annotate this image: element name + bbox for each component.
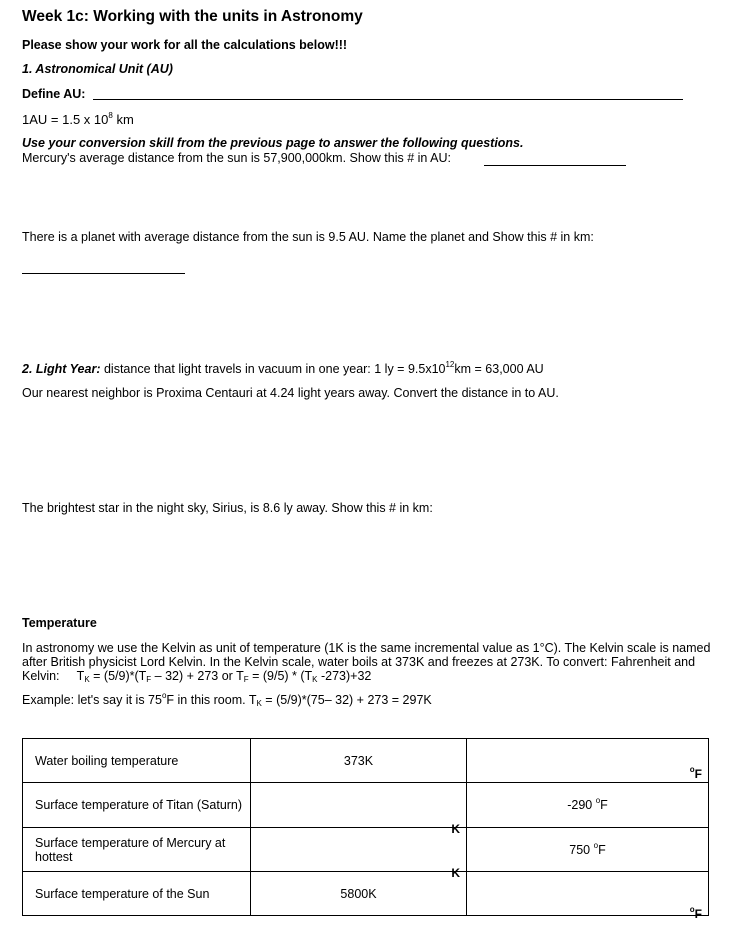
section-au-heading: 1. Astronomical Unit (AU) bbox=[22, 62, 173, 76]
fahrenheit-cell[interactable] bbox=[467, 872, 709, 921]
conversion-prompt: Use your conversion skill from the previous page to answer the following questions. bbox=[22, 136, 524, 150]
row-label: Surface temperature of the Sun bbox=[23, 872, 251, 916]
formula-f-to-k: $T_K = (5/9)*(T_F - 32) + 273$ or $T_F = (9/5) * (T_K$ -273)+32 bbox=[76, 669, 372, 684]
mercury-answer-line[interactable] bbox=[484, 165, 626, 166]
kelvin-cell: 373K bbox=[251, 739, 467, 783]
fahrenheit-cell: 750 $^o$F bbox=[467, 828, 709, 872]
fahrenheit-unit: $^o$F bbox=[689, 764, 702, 781]
fahrenheit-unit: $^o$F bbox=[689, 904, 702, 921]
au-definition: 1AU = 1.5 x $10^8$ km bbox=[22, 111, 134, 127]
instructions: Please show your work for all the calculations below!!! bbox=[22, 38, 348, 52]
row-label: Water boiling temperature bbox=[23, 739, 251, 783]
fahrenheit-cell: -290 $^o$F bbox=[467, 783, 709, 828]
row-label: Surface temperature of Mercury at hottest bbox=[23, 828, 251, 872]
temperature-heading: Temperature bbox=[22, 616, 97, 630]
fahrenheit-cell[interactable] bbox=[467, 739, 709, 783]
light-year-definition: 2. Light Year: distance that light travels in vacuum in one year: 1 ly = $9.5x10^{12}km = 63,000$ AU bbox=[22, 360, 544, 376]
define-au-label: Define AU: bbox=[22, 87, 86, 101]
temperature-table bbox=[22, 738, 709, 921]
question-proxima: Our nearest neighbor is Proxima Centauri at 4.24 light years away. Convert the distance in to AU. bbox=[22, 386, 559, 400]
table-row bbox=[23, 739, 709, 783]
question-planet: There is a planet with average distance from the sun is 9.5 AU. Name the planet and Show this # in km: bbox=[22, 230, 594, 244]
planet-answer-line[interactable] bbox=[22, 273, 185, 274]
temperature-paragraph: In astronomy we use the Kelvin as unit of temperature (1K is the same incremental value as 1°C). The Kelvin scale is named after British physicist Lord Kelvin. In the Kelvin scale, water boils at 373K and freezes at 273K. To convert: Fahrenheit and Kelvin: $T_K = (5/9)*(T_F - 32) + 273$ or $T_F = (9/5) * (T_K$ -273)+32 bbox=[22, 641, 711, 684]
row-label: Surface temperature of Titan (Saturn) bbox=[23, 783, 251, 828]
table-row bbox=[23, 872, 709, 916]
kelvin-unit: K bbox=[451, 865, 460, 880]
question-mercury: Mercury's average distance from the sun is 57,900,000km. Show this # in AU: bbox=[22, 151, 451, 165]
table-row bbox=[23, 783, 709, 828]
page-title: Week 1c: Working with the units in Astronomy bbox=[22, 8, 363, 25]
table-row bbox=[23, 828, 709, 872]
kelvin-cell[interactable] bbox=[251, 783, 467, 836]
kelvin-cell[interactable] bbox=[251, 828, 467, 880]
kelvin-unit: K bbox=[451, 822, 460, 836]
define-au-answer-line[interactable] bbox=[93, 99, 683, 100]
kelvin-cell: 5800K bbox=[251, 872, 467, 916]
temperature-example: Example: let's say it is 75$^o$F in this room. $T_K = (5/9)*(75-$ 32) + 273 = 297K bbox=[22, 691, 432, 708]
question-sirius: The brightest star in the night sky, Sirius, is 8.6 ly away. Show this # in km: bbox=[22, 501, 433, 515]
